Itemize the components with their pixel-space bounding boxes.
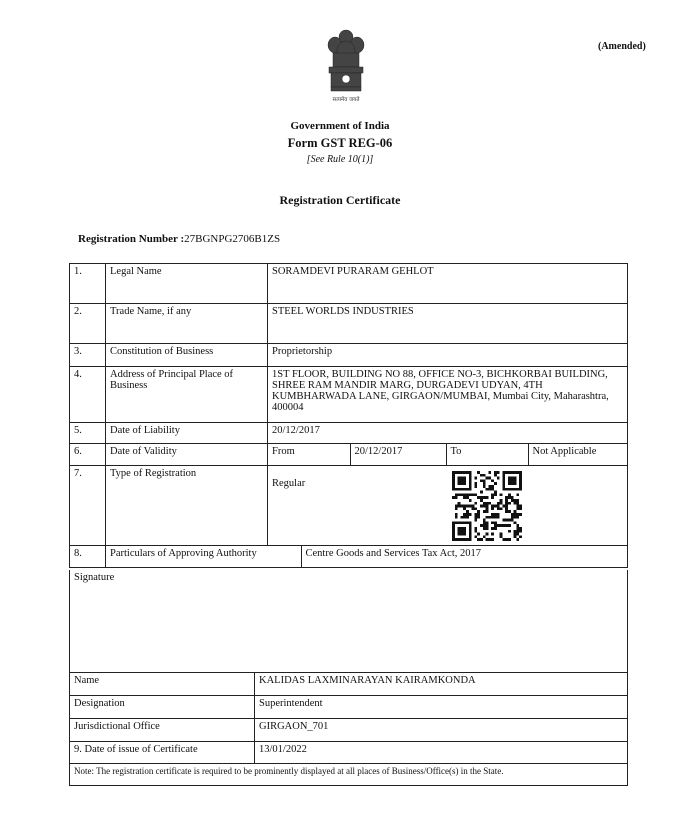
row-number: 2. [70, 304, 106, 344]
authority-label: Particulars of Approving Authority [106, 546, 301, 567]
table-row [70, 367, 628, 423]
address-value: 1ST FLOOR, BUILDING NO 88, OFFICE NO-3, BICHKORBAI BUILDING, SHREE RAM MANDIR MARG, DURGADEVI UDYAN, 4TH KUMBHARWADA LANE, GIRGAON/MUMBAI, Mumbai City, Maharashtra, 400004 [268, 367, 628, 423]
signature-label: Signature [70, 570, 628, 672]
table-row [70, 444, 628, 466]
issue-date-value: 13/01/2022 [255, 741, 628, 763]
government-heading: Government of India [290, 120, 390, 132]
authority-value: Centre Goods and Services Tax Act, 2017 [301, 546, 627, 567]
form-title: Form GST REG-06 [287, 136, 393, 150]
validity-from-value: 20/12/2017 [350, 444, 446, 465]
table-row [70, 304, 628, 344]
rule-reference: [See Rule 10(1)] [306, 154, 374, 165]
designation-label: Designation [70, 695, 255, 718]
row-number: 7. [70, 466, 106, 546]
table-row [70, 741, 628, 763]
registration-number-label: Registration Number : [78, 233, 185, 245]
validity-subtable [268, 444, 627, 465]
legal-name-label: Legal Name [106, 264, 268, 304]
certificate-details-table [69, 263, 628, 568]
table-row [70, 672, 628, 695]
amended-label: (Amended) [598, 41, 646, 52]
registration-type-value: Regular [268, 466, 628, 546]
constitution-value: Proprietorship [268, 344, 628, 367]
liability-value: 20/12/2017 [268, 423, 628, 444]
legal-name-value: SORAMDEVI PURARAM GEHLOT [268, 264, 628, 304]
certificate-title: Registration Certificate [279, 193, 401, 207]
validity-to-label: To [446, 444, 528, 465]
row-number: 4. [70, 367, 106, 423]
signature-table [69, 570, 628, 786]
address-label: Address of Principal Place of Business [106, 367, 268, 423]
authority-subtable [106, 546, 627, 567]
trade-name-value: STEEL WORLDS INDUSTRIES [268, 304, 628, 344]
table-row [70, 546, 628, 568]
row-number: 8. [70, 546, 106, 568]
emblem-motto: सत्यमेव जयते [332, 97, 360, 103]
qr-code-icon [452, 471, 522, 541]
registration-type-label: Type of Registration [106, 466, 268, 546]
validity-from-label: From [268, 444, 350, 465]
jurisdictional-office-label: Jurisdictional Office [70, 718, 255, 741]
national-emblem-icon [321, 27, 371, 107]
signatory-name-label: Name [70, 672, 255, 695]
validity-label: Date of Validity [106, 444, 268, 466]
table-row [70, 695, 628, 718]
table-row [70, 423, 628, 444]
table-row [70, 466, 628, 546]
validity-to-value: Not Applicable [528, 444, 627, 465]
jurisdictional-office-value: GIRGAON_701 [255, 718, 628, 741]
row-number: 6. [70, 444, 106, 466]
liability-label: Date of Liability [106, 423, 268, 444]
constitution-label: Constitution of Business [106, 344, 268, 367]
table-row [70, 763, 628, 785]
table-row [70, 344, 628, 367]
row-number: 5. [70, 423, 106, 444]
display-note: Note: The registration certificate is required to be prominently displayed at all places of Business/Office(s) in the State. [70, 763, 628, 785]
signatory-name-value: KALIDAS LAXMINARAYAN KAIRAMKONDA [255, 672, 628, 695]
designation-value: Superintendent [255, 695, 628, 718]
row-number: 1. [70, 264, 106, 304]
table-row [70, 264, 628, 304]
registration-number [78, 233, 280, 245]
row-number: 3. [70, 344, 106, 367]
registration-number-value: 27BGNPG2706B1ZS [184, 233, 281, 245]
table-row [70, 718, 628, 741]
trade-name-label: Trade Name, if any [106, 304, 268, 344]
issue-date-label: 9. Date of issue of Certificate [70, 741, 255, 763]
table-row [70, 570, 628, 672]
